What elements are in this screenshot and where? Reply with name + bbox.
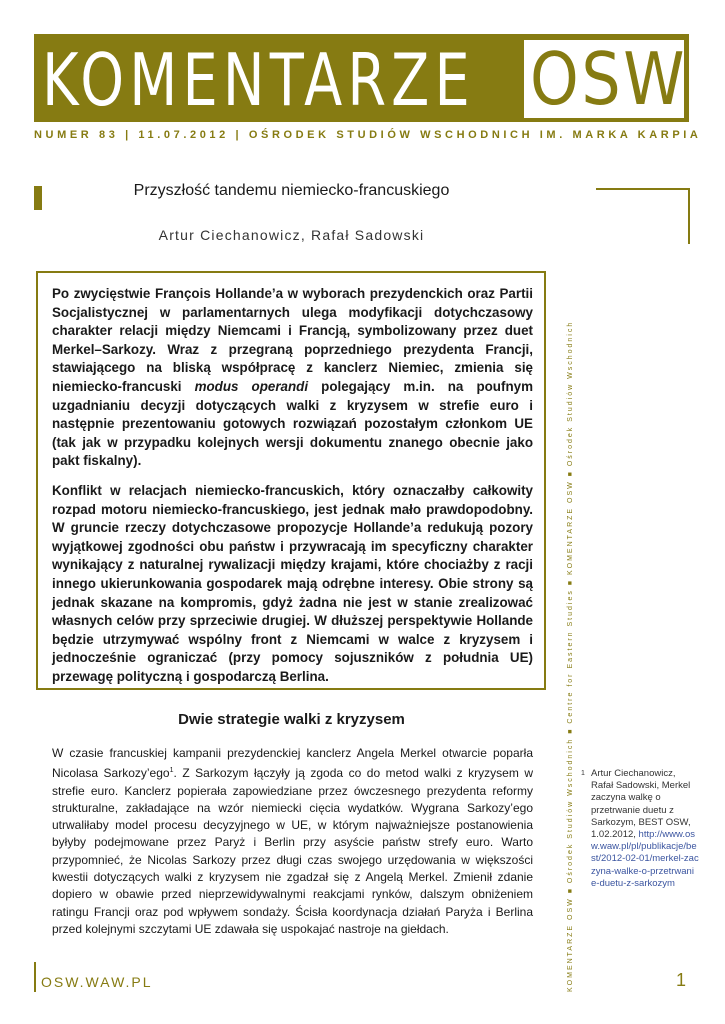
- footnote-link[interactable]: http://www.osw.waw.pl/pl/publikacje/best/2012-02-01/merkel-zaczyna-walke-o-przetrwanie-duetu-z-sarkozym: [591, 829, 699, 889]
- body-text-end: . Z Sarkozym łączyły ją zgoda co do metod walki z kryzysem w strefie euro. Kanclerz popierała zapowiedziane przez ówczesnego prezydenta reformy strukturalne, zakładające na wzór niemiecki cięcia wydatków. Wygrana Sarkozy’ego utrwaliłaby model procesu decyzyjnego w UE, w którym najważniejsze postanowienia byłyby podejmowane przez Paryż i Berlin przy asyście państw strefy euro. Warto przypomnieć, że Nicolas Sarkozy przez długi czas swojego urzędowania w większości kwestii dotyczących walki z kryzysem nie zgadzał się z Angelą Merkel. Zmienił zdanie dopiero w obawie przed nieprzewidywalnymi reakcjami rynków, dalszym obniżeniem ratingu Francji oraz pod wpływem sondaży. Ścisła koordynacja działań Paryża i Berlina przed kolejnymi szczytami UE zdawała się uspokajać nastroje na giełdach.: [52, 766, 534, 936]
- lead-p1-italic: modus operandi: [194, 378, 309, 394]
- footnote-text: Artur Ciechanowicz, Rafał Sadowski, Merkel zaczyna walkę o przetrwanie duetu z Sarkozym, BEST OSW, 1.02.2012,: [591, 768, 691, 841]
- vertical-sidebar-text: KOMENTARZE OSW ■ Ośrodek Studiów Wschodnich ■ Centre for Eastern Studies ■ KOMENTARZE OSW ■ Ośrodek Studiów Wschodnich: [567, 320, 574, 992]
- footnote-content: [591, 768, 699, 890]
- lead-paragraph-1: [52, 285, 533, 471]
- top-right-bracket-vertical: [688, 188, 690, 244]
- page-number: 1: [676, 970, 687, 990]
- article-authors: Artur Ciechanowicz, Rafał Sadowski: [158, 227, 425, 243]
- issue-line: NUMER 83 | 11.07.2012 | OŚRODEK STUDIÓW WSCHODNICH IM. MARKA KARPIA: [34, 129, 702, 141]
- lead-p1-end: polegający m.in. na poufnym uzgadnianiu decyzji dotyczących walki z kryzysem w strefie euro i następnie prezentowaniu gotowych rozwiązań pozostałym członkom UE (tak jak w przypadku kolejnych wersji dokumentu znanego obecnie jako pakt fiskalny).: [52, 378, 533, 469]
- lead-summary: [52, 285, 533, 697]
- body-text-start: W czasie francuskiej kampanii prezydenckiej kanclerz Angela Merkel otwarcie poparła Nicolasa Sarkozy’ego: [52, 746, 533, 781]
- top-right-bracket-horizontal: [596, 188, 690, 190]
- footer-accent-bar: [34, 962, 36, 992]
- article-title: Przyszłość tandemu niemiecko-francuskiego: [133, 182, 450, 199]
- body-paragraph: [52, 745, 533, 938]
- lead-paragraph-2: Konflikt w relacjach niemiecko-francuskich, który oznaczałby całkowity rozpad motoru niemiecko-francuskiego, jest jednak mało prawdopodobny. W gruncie rzeczy dotychczasowe propozycje Hollande’a redukują pozory wyjątkowej zgodności obu państw i przywracają im specyficzny charakter wynikający z naturalnej rywalizacji między krajami, które chociażby z racji innego ukierunkowania gospodarek mają odrębne interesy. Obie strony są jednak skazane na kompromis, gdyż żadna nie jest w stanie zrealizować własnych celów przy sprzeciwie drugiej. W dłuższej perspektywie Hollande będzie utrzymywać wspólny front z Niemcami w walce z kryzysem i jednocześnie ograniczać (przy pomocy sojuszników z południa UE) przewagę polityczną i gospodarczą Berlina.: [52, 482, 533, 684]
- masthead-brand-box: [524, 37, 688, 121]
- masthead-banner: [34, 34, 689, 122]
- footnote-number: 1: [581, 770, 585, 777]
- footnote-reference[interactable]: 1: [169, 767, 174, 775]
- masthead-title: KOMENTARZE: [42, 38, 475, 122]
- masthead-brand: OSW: [530, 37, 688, 121]
- lead-p1-start: Po zwycięstwie François Hollande’a w wyborach prezydenckich oraz Partii Socjalistycznej w parlamentarnych ulega modyfikacji dotychczasowy charakter relacji między Niemcami i Francją, symbolizowany przez duet Merkel–Sarkozy. Wraz z przegraną poprzedniego prezydenta Francji, stawiającego na bliską współpracę z kanclerz Niemiec, zmienia się niemiecko-francuski: [52, 286, 533, 394]
- section-heading: Dwie strategie walki z kryzysem: [178, 711, 405, 728]
- footer-url-link[interactable]: OSW.WAW.PL: [41, 974, 153, 990]
